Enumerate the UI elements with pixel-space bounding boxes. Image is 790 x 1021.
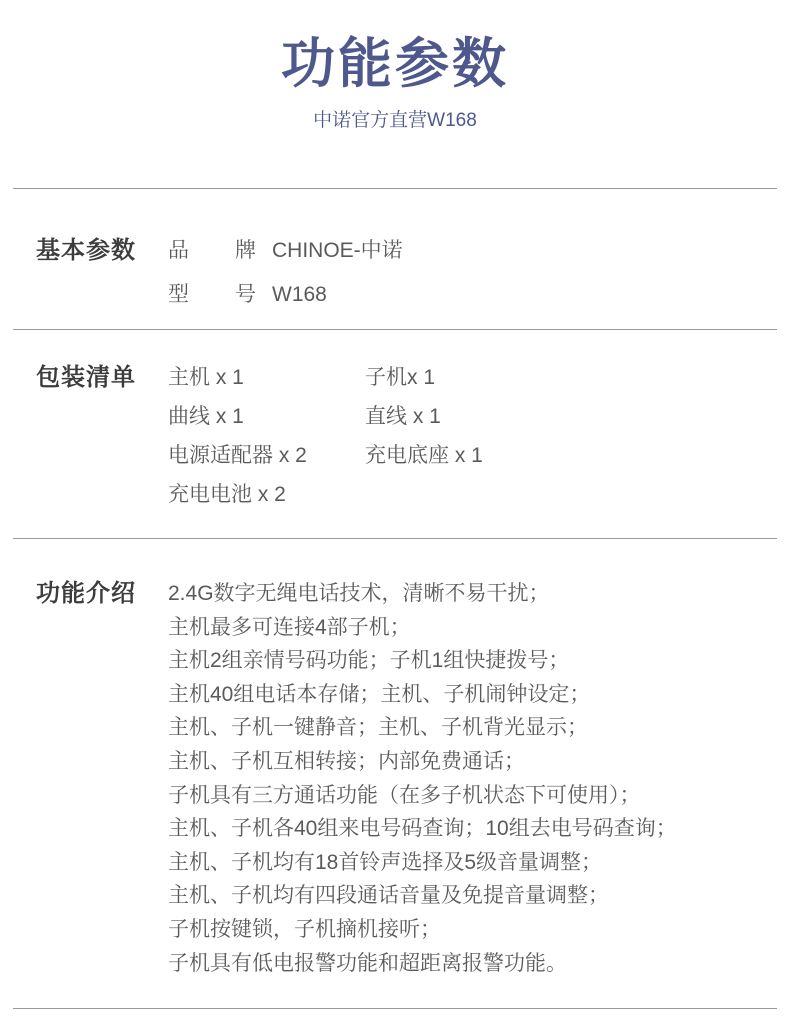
- basic-parameters-body: [168, 229, 790, 317]
- package-item: 充电电池 x 2: [168, 483, 286, 506]
- package-item: 曲线 x 1: [168, 405, 244, 428]
- feature-line: 子机具有低电报警功能和超距离报警功能。: [168, 951, 567, 975]
- package-item: 充电底座 x 1: [365, 444, 483, 467]
- feature-intro-body: [168, 577, 790, 980]
- feature-line: 子机具有三方通话功能（在多子机状态下可使用）；: [168, 783, 641, 807]
- feature-line: 主机、子机一键静音；主机、子机背光显示；: [168, 716, 588, 740]
- section-package-list: [0, 330, 790, 514]
- feature-line: 主机40组电话本存储；主机、子机闹钟设定；: [168, 682, 591, 706]
- spec-row-model: [168, 273, 790, 317]
- feature-line: 主机、子机各40组来电号码查询；10组去电号码查询；: [168, 817, 677, 841]
- page-subtitle: 中诺官方直营W168: [313, 110, 477, 131]
- feature-line: 主机最多可连接4部子机；: [168, 615, 411, 639]
- spec-value: CHINOE-中诺: [272, 239, 403, 262]
- section-heading-basic: 基本参数: [36, 237, 136, 264]
- spec-row-brand: [168, 229, 790, 273]
- package-item: [365, 475, 790, 514]
- package-row: [168, 475, 790, 514]
- package-item: 子机x 1: [365, 366, 436, 389]
- package-row: [168, 436, 790, 475]
- feature-line: 子机按键锁，子机摘机接听；: [168, 917, 441, 941]
- page-title: 功能参数: [281, 34, 509, 94]
- spec-value: W168: [272, 283, 327, 306]
- package-item: 直线 x 1: [365, 405, 441, 428]
- divider-bottom: [13, 1008, 777, 1009]
- spec-label: 型号: [168, 283, 256, 306]
- package-item: 主机 x 1: [168, 366, 244, 389]
- section-heading-package: 包装清单: [36, 364, 136, 391]
- package-item: 电源适配器 x 2: [168, 444, 307, 467]
- feature-line: 主机、子机均有18首铃声选择及5级音量调整；: [168, 850, 603, 874]
- package-list-body: [168, 358, 790, 514]
- spec-label: 品牌: [168, 239, 256, 262]
- section-basic-parameters: [0, 189, 790, 317]
- section-feature-intro: [0, 539, 790, 980]
- feature-line: 主机、子机互相转接；内部免费通话；: [168, 749, 525, 773]
- feature-line: 主机2组亲情号码功能；子机1组快捷拨号；: [168, 649, 570, 673]
- section-heading-intro: 功能介绍: [36, 580, 136, 607]
- package-row: [168, 397, 790, 436]
- feature-line: 主机、子机均有四段通话音量及免提音量调整；: [168, 884, 609, 908]
- feature-line: 2.4G数字无绳电话技术，清晰不易干扰；: [168, 582, 550, 605]
- package-row: [168, 358, 790, 397]
